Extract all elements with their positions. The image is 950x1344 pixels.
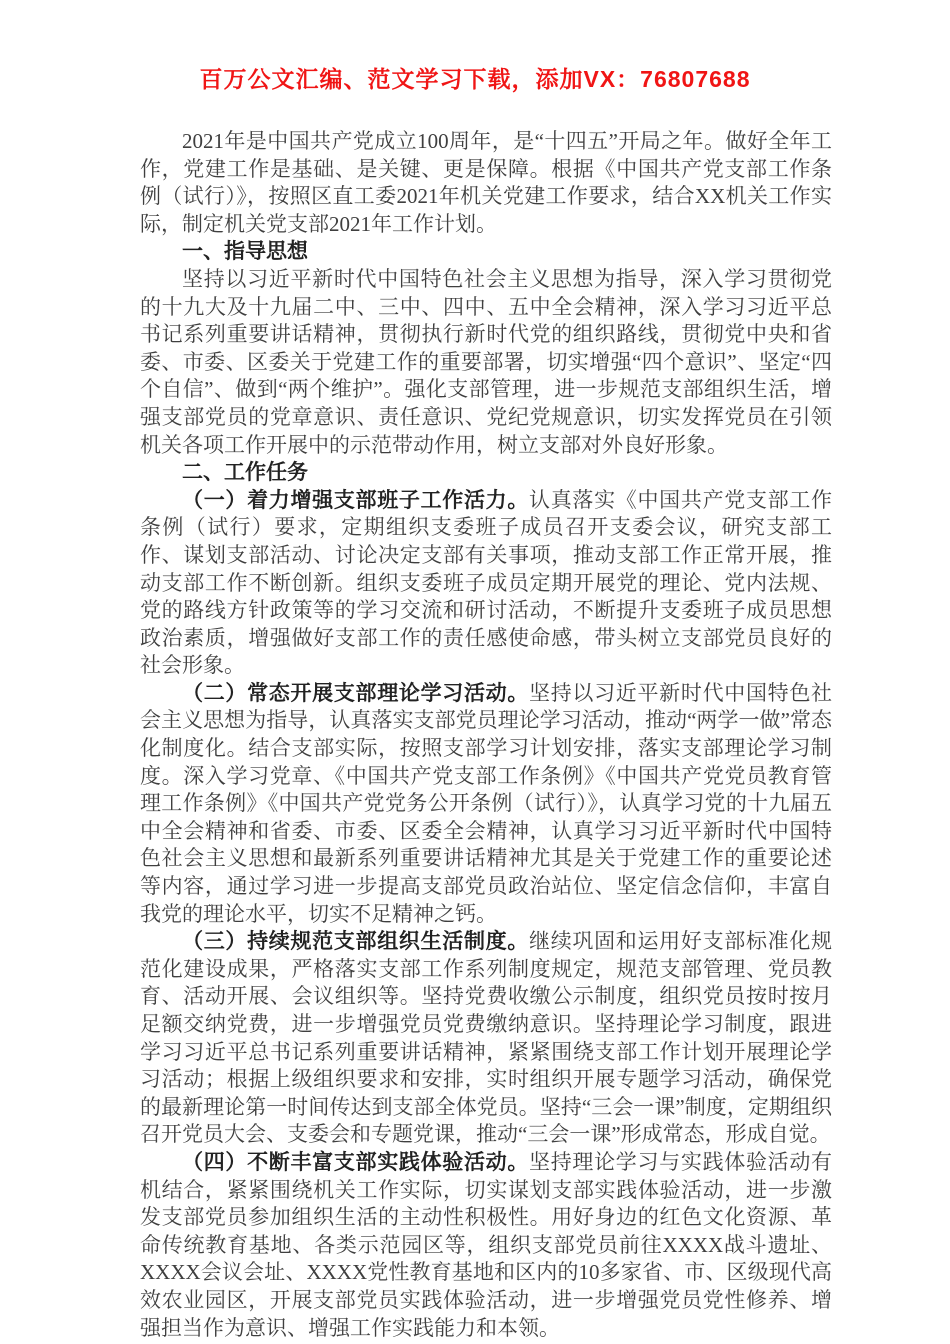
document-body (140, 128, 832, 1342)
task-2-title: （二）常态开展支部理论学习活动。 (182, 681, 530, 705)
promo-banner: 百万公文汇编、范文学习下载，添加VX：76807688 (199, 66, 751, 92)
paragraph-task-3 (140, 928, 832, 1149)
task-1-title: （一）着力增强支部班子工作活力。 (182, 488, 530, 512)
paragraph-task-4 (140, 1149, 832, 1342)
task-2-body: 坚持以习近平新时代中国特色社会主义思想为指导，认真落实支部党员理论学习活动，推动“两学一做”常态化制度化。结合支部实际，按照支部学习计划安排，落实支部理论学习制度。深入学习党章、《中国共产党支部工作条例》《中国共产党党员教育管理工作条例》《中国共产党党务公开条例（试行）》，认真学习党的十九届五中全会精神和省委、市委、区委全会精神，认真学习习近平新时代中国特色社会主义思想和最新系列重要讲话精神尤其是关于党建工作的重要论述等内容，通过学习进一步提高支部党员政治站位、坚定信念信仰，丰富自我党的理论水平，切实不足精神之钙。 (140, 680, 833, 926)
section-heading-work-tasks: 二、工作任务 (182, 461, 308, 485)
task-1-body: 认真落实《中国共产党支部工作条例（试行）要求，定期组织支委班子成员召开支委会议，研究支部工作、谋划支部活动、讨论决定支部有关事项，推动支部工作正常开展，推动支部工作不断创新。组织支委班子成员定期开展党的理论、党内法规、党的路线方针政策等的学习交流和研讨活动，不断提升支委班子成员思想政治素质，增强做好支部工作的责任感使命感，带头树立支部党员良好的社会形象。 (140, 487, 833, 678)
paragraph-intro: 2021年是中国共产党成立100周年，是“十四五”开局之年。做好全年工作，党建工作是基础、是关键、更是保障。根据《中国共产党支部工作条例（试行）》，按照区直工委2021年机关党建工作要求，结合XX机关工作实际，制定机关党支部2021年工作计划。 (140, 129, 832, 236)
task-3-body: 继续巩固和运用好支部标准化规范化建设成果，严格落实支部工作系列制度规定，规范支部管理、党员教育、活动开展、会议组织等。坚持党费收缴公示制度，组织党员按时按月足额交纳党费，进一步增强党员党费缴纳意识。坚持理论学习制度，跟进学习习近平总书记系列重要讲话精神，紧紧围绕支部工作计划开展理论学习活动；根据上级组织要求和安排，实时组织开展专题学习活动，确保党的最新理论第一时间传达到支部全体党员。坚持“三会一课”制度，定期组织召开党员大会、支委会和专题党课，推动“三会一课”形成常态，形成自觉。 (140, 929, 833, 1147)
task-4-body: 坚持理论学习与实践体验活动有机结合，紧紧围绕机关工作实际，切实谋划支部实践体验活动，进一步激发支部党员参加组织生活的主动性积极性。用好身边的红色文化资源、革命传统教育基地、各类示范园区等，组织支部党员前往XXXX战斗遗址、XXXX会议会址、XXXX党性教育基地和区内的10多家省、市、区级现代高效农业园区，开展支部党员实践体验活动，进一步增强党员党性修养、增强担当作为意识、增强工作实践能力和本领。 (140, 1149, 833, 1340)
paragraph-task-1 (140, 487, 832, 680)
paragraph-guiding-ideology: 坚持以习近平新时代中国特色社会主义思想为指导，深入学习贯彻党的十九大及十九届二中、三中、四中、五中全会精神，深入学习习近平总书记系列重要讲话精神，贯彻执行新时代党的组织路线，贯彻党中央和省委、市委、区委关于党建工作的重要部署，切实增强“四个意识”、坚定“四个自信”、做到“两个维护”。强化支部管理，进一步规范支部组织生活，增强支部党员的党章意识、责任意识、党纪党规意识，切实发挥党员在引领机关各项工作开展中的示范带动作用，树立支部对外良好形象。 (140, 266, 832, 457)
paragraph-task-2 (140, 680, 832, 928)
section-heading-guiding-ideology: 一、指导思想 (182, 240, 308, 264)
task-3-title: （三）持续规范支部组织生活制度。 (182, 930, 530, 954)
task-4-title: （四）不断丰富支部实践体验活动。 (182, 1150, 530, 1174)
